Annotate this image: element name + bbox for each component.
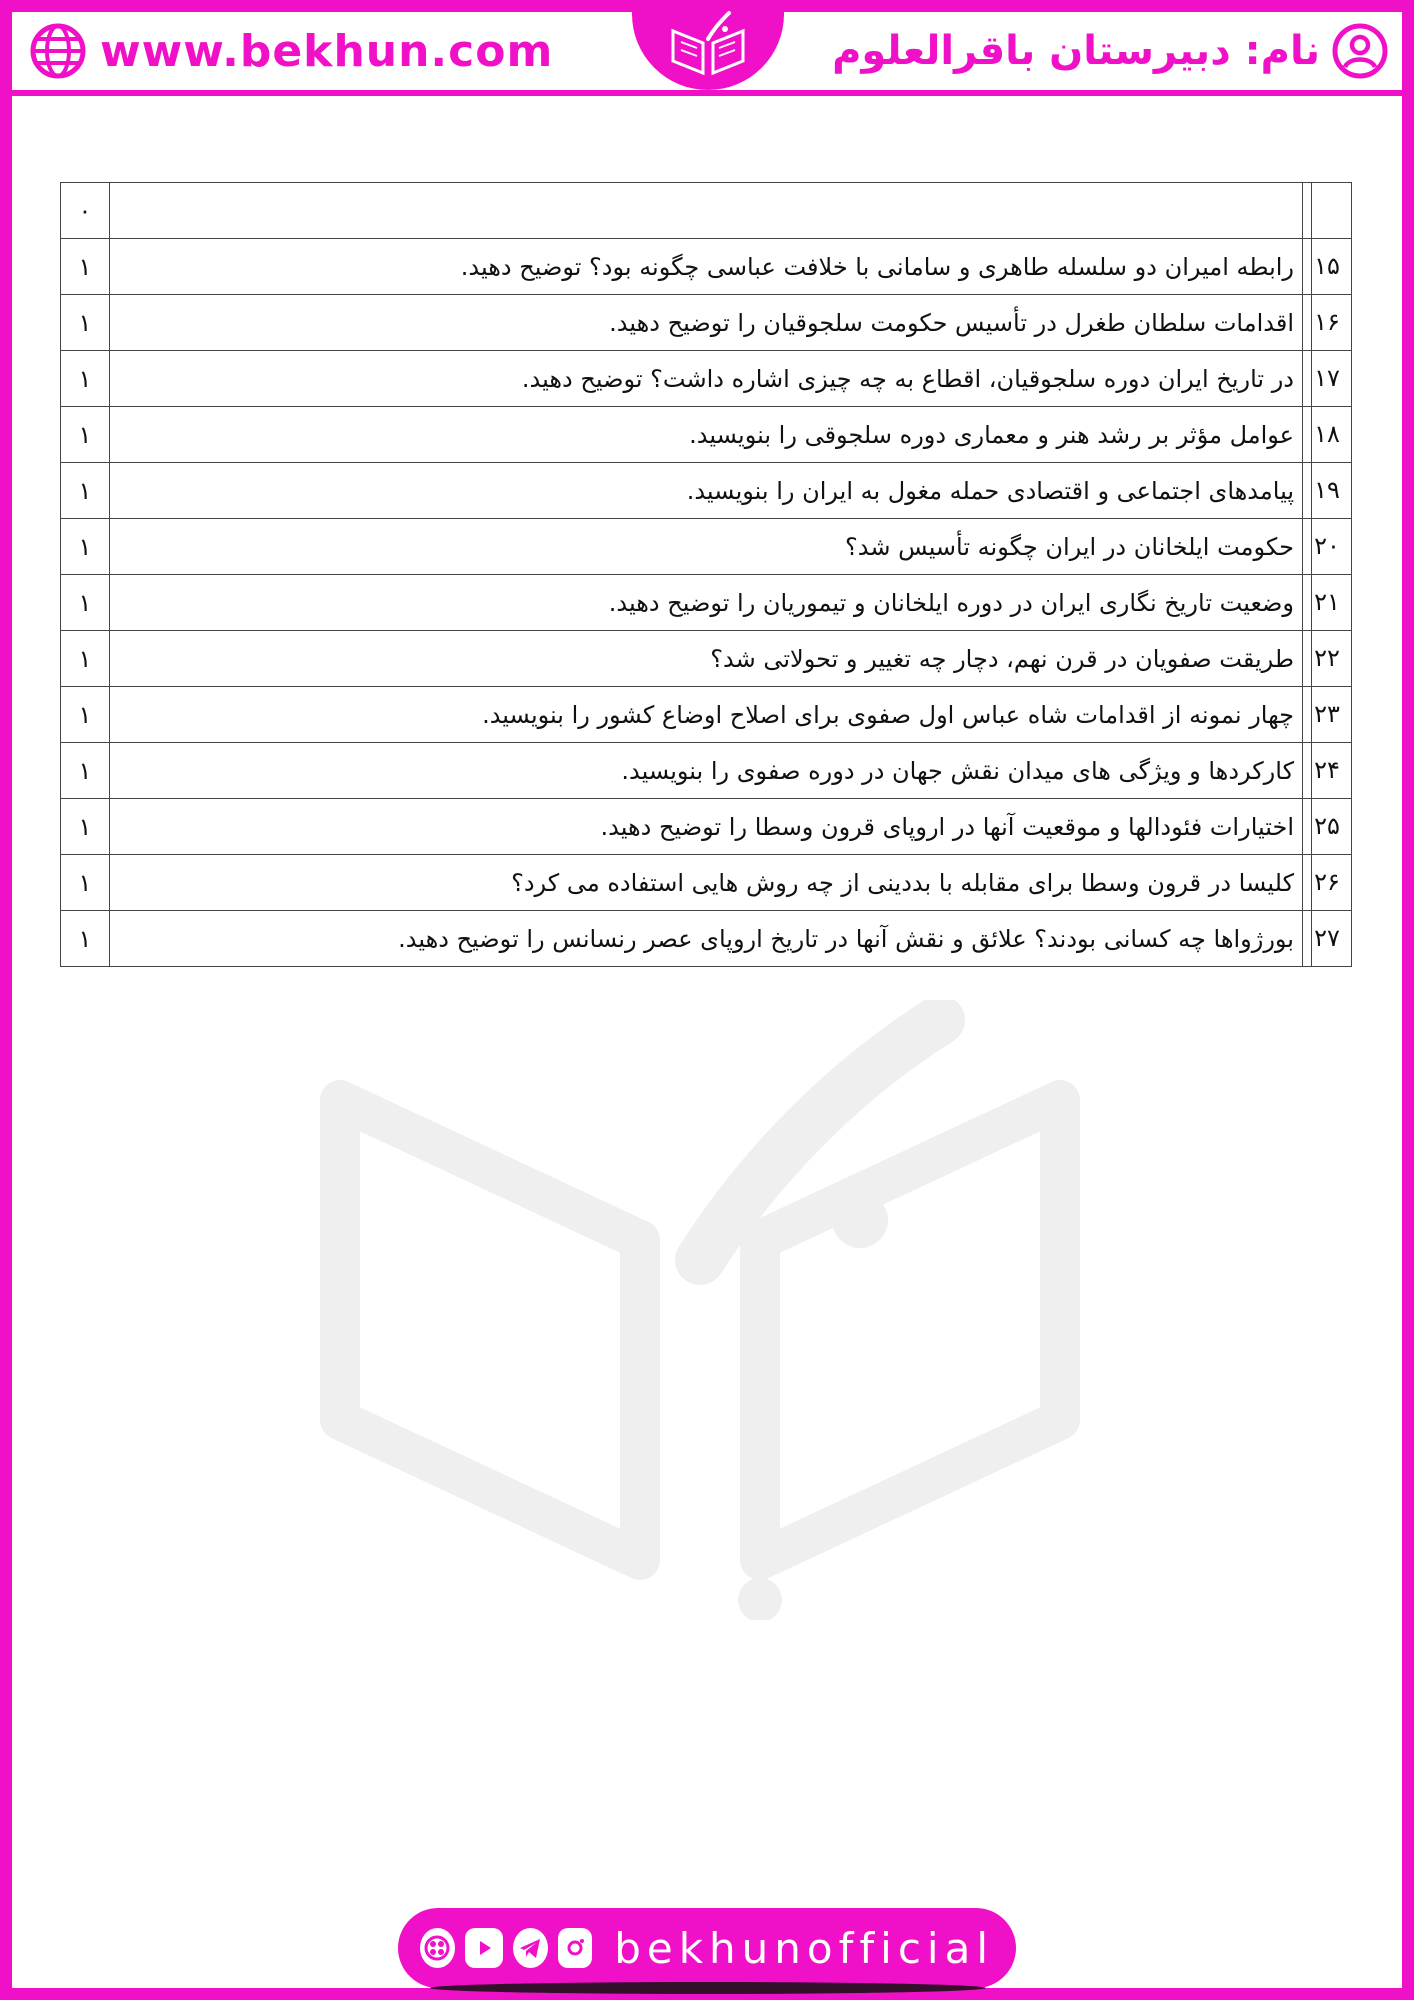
question-score: ۱ — [61, 855, 110, 911]
website-link[interactable] — [30, 22, 553, 80]
watermark-logo — [300, 1000, 1100, 1620]
question-score: ۱ — [61, 743, 110, 799]
question-number-cell — [1303, 631, 1352, 687]
question-number: ۱۶ — [1303, 295, 1351, 350]
question-number-cell — [1303, 239, 1352, 295]
question-number: ۲۱ — [1303, 575, 1351, 630]
question-text: بورژواها چه کسانی بودند؟ علائق و نقش آنها در تاریخ اروپای عصر رنسانس را توضیح دهید. — [110, 911, 1303, 967]
student-name-label — [832, 22, 1388, 80]
question-number: ۲۷ — [1303, 911, 1351, 966]
aparat-icon[interactable] — [420, 1928, 455, 1968]
question-number-cell — [1303, 183, 1352, 239]
table-row — [61, 855, 1352, 911]
footer-shadow — [430, 1982, 986, 1994]
question-score: ۱ — [61, 631, 110, 687]
score-cell: ۰ — [61, 183, 110, 239]
question-score: ۱ — [61, 911, 110, 967]
question-score: ۱ — [61, 239, 110, 295]
school-name: نام: دبیرستان باقرالعلوم — [832, 28, 1320, 74]
question-score: ۱ — [61, 295, 110, 351]
question-number: ۲۰ — [1303, 519, 1351, 574]
telegram-icon[interactable] — [513, 1928, 548, 1968]
question-score: ۱ — [61, 687, 110, 743]
table-row — [61, 295, 1352, 351]
question-number-cell — [1303, 295, 1352, 351]
question-number: ۲۳ — [1303, 687, 1351, 742]
questions-table — [60, 182, 1352, 967]
table-row — [61, 407, 1352, 463]
youtube-icon[interactable] — [465, 1928, 503, 1968]
question-text: اقدامات سلطان طغرل در تأسیس حکومت سلجوقیان را توضیح دهید. — [110, 295, 1303, 351]
question-score: ۱ — [61, 407, 110, 463]
question-number-cell — [1303, 575, 1352, 631]
question-number-cell — [1303, 799, 1352, 855]
table-row — [61, 631, 1352, 687]
question-text: چهار نمونه از اقدامات شاه عباس اول صفوی برای اصلاح اوضاع کشور را بنویسید. — [110, 687, 1303, 743]
question-number: ۱۷ — [1303, 351, 1351, 406]
question-number: ۲۶ — [1303, 855, 1351, 910]
question-text: پیامدهای اجتماعی و اقتصادی حمله مغول به ایران را بنویسید. — [110, 463, 1303, 519]
table-row — [61, 687, 1352, 743]
question-text: کارکردها و ویژگی های میدان نقش جهان در دوره صفوی را بنویسید. — [110, 743, 1303, 799]
table-row — [61, 911, 1352, 967]
table-row — [61, 799, 1352, 855]
question-score: ۱ — [61, 575, 110, 631]
question-score: ۱ — [61, 463, 110, 519]
question-number-cell — [1303, 687, 1352, 743]
question-number-cell — [1303, 351, 1352, 407]
question-number-cell — [1303, 407, 1352, 463]
question-text: حکومت ایلخانان در ایران چگونه تأسیس شد؟ — [110, 519, 1303, 575]
question-text: کلیسا در قرون وسطا برای مقابله با بددینی از چه روش هایی استفاده می کرد؟ — [110, 855, 1303, 911]
question-number: ۲۲ — [1303, 631, 1351, 686]
question-number: ۱۸ — [1303, 407, 1351, 462]
table-row — [61, 463, 1352, 519]
table-row — [61, 351, 1352, 407]
question-number: ۲۵ — [1303, 799, 1351, 854]
question-number: ۱۹ — [1303, 463, 1351, 518]
instagram-icon[interactable] — [558, 1928, 593, 1968]
website-url: www.bekhun.com — [100, 25, 554, 77]
user-icon — [1332, 23, 1388, 79]
question-number-cell — [1303, 519, 1352, 575]
question-text: وضعیت تاریخ نگاری ایران در دوره ایلخانان و تیموریان را توضیح دهید. — [110, 575, 1303, 631]
social-footer — [398, 1908, 1016, 1988]
question-text: رابطه امیران دو سلسله طاهری و سامانی با خلافت عباسی چگونه بود؟ توضیح دهید. — [110, 239, 1303, 295]
table-header-row — [61, 183, 1352, 239]
question-number: ۱۵ — [1303, 239, 1351, 294]
table-row — [61, 743, 1352, 799]
question-text: اختیارات فئودالها و موقعیت آنها در اروپای قرون وسطا را توضیح دهید. — [110, 799, 1303, 855]
question-number-cell — [1303, 855, 1352, 911]
question-number: ۲۴ — [1303, 743, 1351, 798]
question-number-cell — [1303, 463, 1352, 519]
table-row — [61, 519, 1352, 575]
question-text: طریقت صفویان در قرن نهم، دچار چه تغییر و تحولاتی شد؟ — [110, 631, 1303, 687]
social-handle[interactable]: bekhunofficial — [614, 1923, 995, 1973]
question-text-cell — [110, 183, 1303, 239]
question-score: ۱ — [61, 799, 110, 855]
question-text: در تاریخ ایران دوره سلجوقیان، اقطاع به چه چیزی اشاره داشت؟ توضیح دهید. — [110, 351, 1303, 407]
question-score: ۱ — [61, 519, 110, 575]
question-score: ۱ — [61, 351, 110, 407]
question-number-cell — [1303, 911, 1352, 967]
question-text: عوامل مؤثر بر رشد هنر و معماری دوره سلجوقی را بنویسید. — [110, 407, 1303, 463]
globe-icon — [30, 23, 86, 79]
table-row — [61, 575, 1352, 631]
book-logo-icon — [663, 9, 753, 81]
question-number-cell — [1303, 743, 1352, 799]
table-row — [61, 239, 1352, 295]
